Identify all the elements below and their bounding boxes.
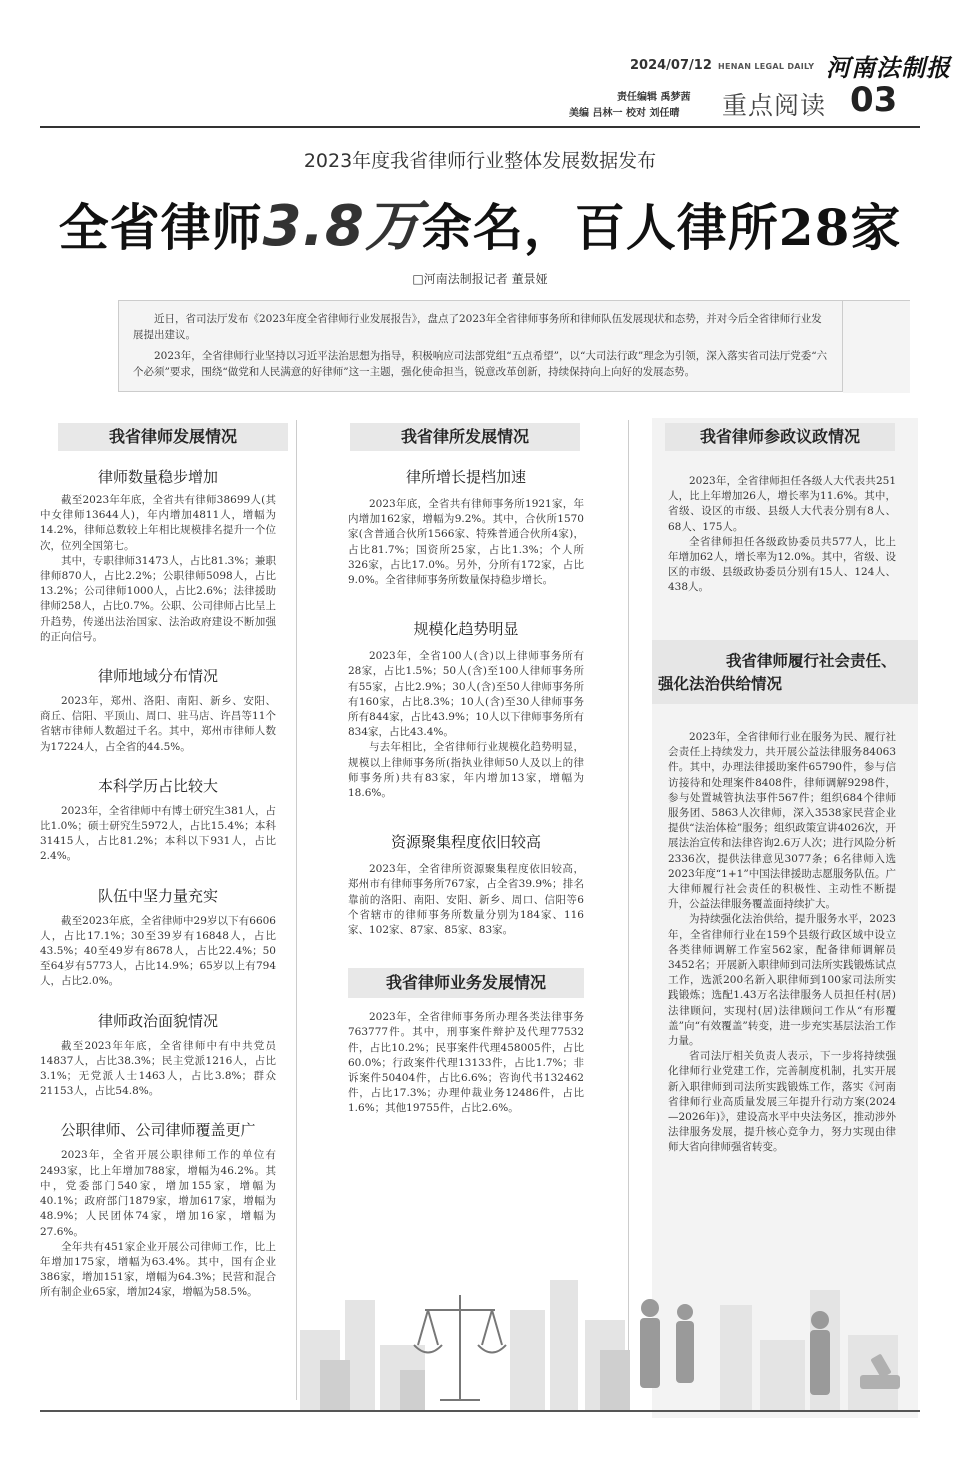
paragraph: 全年共有451家企业开展公司律师工作，比上年增加175家，增幅为63.4%。其中，国有企业386家，增加151家，增幅为64.3%；民营和混合所有制企业65家，增加24家，增幅为58.5%。 [40, 1240, 276, 1299]
paragraph: 2023年，全省律师中有博士研究生381人，占比1.0%；硕士研究生5972人，占比15.4%；本科31415人，占比81.2%；本科以下931人，占比2.4%。 [40, 804, 276, 863]
paragraph: 2023年，郑州、洛阳、南阳、新乡、安阳、商丘、信阳、平顶山、周口、驻马店、许昌等11个省辖市律师人数超过千名。其中，郑州市律师人数为17224人，占全省的44.5%。 [40, 695, 276, 753]
col1-body [40, 462, 276, 1301]
intro-box-extension [843, 300, 910, 393]
headline-number: 3.8万 [262, 194, 422, 259]
column-divider [296, 420, 297, 1400]
scales-icon [414, 1295, 506, 1400]
section-name: 重点阅读 [722, 91, 827, 120]
paragraph: 2023年，全省律师事务所办理各类法律事务763777件。其中，刑事案件辩护及代理77532件，占比10.2%；民事案件代理458005件，占比60.0%；行政案件代理13133件，占比1.7%；非诉案件50404件，占比6.6%；咨询代书132462件，占比17.3%；办理仲裁业务12486件，占比1.6%；其他19755件，占比2.6%。 [348, 1011, 584, 1115]
col3-body-bottom [668, 730, 896, 1156]
col2-business-heading: 我省律师业务发展情况 [348, 968, 584, 998]
paragraph: 2023年，全省100人(含)以上律师事务所有28家，占比1.5%；50人(含)至100人律师事务所有55家，占比2.9%；30人(含)至50人律师事务所有160家，占比8.3%；10人(含)至30人律师事务所有844家，占比43.9%；10人以下律师事务所有834家，占比43.4%。 [348, 650, 584, 739]
section-title: 本科学历占比较大 [97, 776, 218, 795]
section-title: 公职律师、公司律师覆盖更广 [60, 1121, 256, 1140]
intro-paragraph: 2023年，全省律师行业坚持以习近平法治思想为指导，积极响应司法部党组“五点希望”，以“大司法行政”理念为引领，深入落实省司法厅党委“六个必须”要求，围绕“做党和人民满意的好律师”这一主题，强化使命担当，锐意改革创新，持续保持向上向好的发展态势。 [133, 350, 828, 378]
header-rule [40, 126, 920, 128]
paragraph: 2023年，全省律师担任各级人大代表共251人，比上年增加26人，增长率为11.6%。其中，省级、设区的市级、县级人大代表分别有8人、68人、175人。 [668, 475, 896, 533]
section-title: 律师地域分布情况 [97, 667, 218, 686]
paragraph: 全省律师担任各级政协委员共577人，比上年增加62人，增长率为12.0%。其中，省级、设区的市级、县级政协委员分别有15人、124人、438人。 [668, 535, 896, 594]
paragraph: 与去年相比，全省律师行业规模化趋势明显，规模以上律师事务所(指执业律师50人及以上的律师事务所)共有83家，年内增加13家，增幅为18.6%。 [348, 741, 584, 800]
headline-part2: 余名，百人律所28家 [421, 198, 902, 257]
col2-body [348, 462, 584, 1117]
paragraph: 截至2023年底，全省律师中29岁以下有6606人，占比17.1%；30至39岁有16848人，占比43.5%；40至49岁有8678人，占比22.4%；50至64岁有5773人，占比14.9%；65岁以上有794人，占比2.0%。 [40, 914, 276, 988]
issue-date: 2024/07/12 [630, 58, 712, 73]
page-number: 03 [850, 80, 898, 120]
paragraph: 省司法厅相关负责人表示，下一步将持续强化律师行业党建工作，完善制度机制，扎实开展新入职律师到司法所实践锻炼工作，落实《河南省律师行业高质量发展三年提升行动方案(2024—2026年)》，建设高水平中央法务区，推动涉外法律服务发展，提升核心竞争力，努力实现由律师大省向律师强省转变。 [668, 1050, 896, 1154]
article-subtitle: 2023年度我省律师行业整体发展数据发布 [303, 150, 657, 172]
heading-line: 我省律师履行社会责任、 [726, 652, 897, 670]
paragraph: 截至2023年年底，全省共有律师38699人(其中女律师13644人)，年内增加4811人，增幅为14.2%，律师总数较上年相比规模排名提升一个位次，位列全国第七。 [40, 494, 276, 552]
city-justice-illustration [300, 1250, 920, 1410]
section-title: 律师政治面貌情况 [97, 1011, 218, 1030]
paragraph: 为持续强化法治供给，提升服务水平，2023年，全省律师行业在159个县级行政区域中设立各类律师调解工作室562家，配备律师调解员3452名；开展新入职律师到司法所实践锻炼试点工作，选派200名新入职律师到100家司法所实践锻炼；选配1.43万名法律服务人员担任村(居)法律顾问，实现村(居)法律顾问工作从“有形覆盖”向“有效覆盖”转变，进一步充实基层法治工作力量。 [668, 913, 896, 1048]
headline-part1: 全省律师 [58, 198, 263, 257]
bottom-rule [40, 1410, 920, 1412]
paragraph: 2023年，全省律所资源聚集程度依旧较高，郑州市有律师事务所767家，占全省39.9%；排名靠前的洛阳、南阳、安阳、新乡、周口、信阳等6个省辖市的律师事务所数量分别为184家、116家、102家、87家、85家、83家。 [348, 863, 584, 937]
section-title: 资源聚集程度依旧较高 [390, 833, 541, 852]
article-headline [40, 182, 920, 262]
editor-credit: 责任编辑 禹梦茜 [617, 92, 691, 103]
intro-box [118, 300, 843, 392]
col1-heading: 我省律师发展情况 [58, 423, 288, 451]
paragraph: 2023年底，全省共有律师事务所1921家，年内增加162家，增幅为9.2%。其中，合伙所1570家(含普通合伙所1566家、特殊普通合伙所4家)，占比81.7%；国资所25家，占比1.3%；个人所326家，占比17.0%。另外，分所有172家，占比9.0%。全省律师事务所数量保持稳步增长。 [348, 498, 584, 587]
paragraph: 其中，专职律师31473人，占比81.3%；兼职律师870人，占比2.2%；公职律师5098人，占比13.2%；公司律师1000人，占比2.6%；法律援助律师258人，占比0.7%。公职、公司律师占比呈上升趋势，传递出法治国家、法治政府建设不断加强的正向信号。 [40, 554, 276, 643]
newspaper-logo: 河南法制报 [826, 53, 951, 82]
section-title: 队伍中坚力量充实 [97, 886, 218, 905]
paragraph: 2023年，全省开展公职律师工作的单位有2493家，比上年增加788家，增幅为46.2%。其中，党委部门540家，增加155家，增幅为40.1%；政府部门1879家，增加617家，增幅为48.9%；人民团体74家，增加16家，增幅为27.6%。 [40, 1149, 276, 1238]
col3-social-heading [658, 650, 916, 696]
col3-heading: 我省律师参政议政情况 [665, 423, 895, 451]
designer-credit: 美编 吕林一 校对 刘任晴 [569, 108, 680, 119]
intro-paragraph: 近日，省司法厅发布《2023年度全省律师行业发展报告》，盘点了2023年全省律师事务所和律师队伍发展现状和态势，并对今后全省律师行业发展提出建议。 [133, 313, 822, 341]
section-title: 律师数量稳步增加 [97, 468, 218, 486]
byline: □河南法制报记者 董景娅 [412, 272, 548, 286]
section-title: 律所增长提档加速 [405, 468, 526, 486]
heading-line: 强化法治供给情况 [658, 675, 783, 693]
paragraph: 2023年，全省律师行业在服务为民、履行社会责任上持续发力，共开展公益法律服务84063件。其中，办理法律援助案件65790件，参与信访接待和处理案件8408件，律师调解9298件，参与处置城管执法事件567件；组织684个律师服务团、5863人次律师，深入3538家民营企业提供“法治体检”服务；组织政策宣讲4026次，开展法治宣传和法律咨询2.6万人次；进行风险分析2336次，提供法律意见3077条；6名律师入选2023年度“1+1”中国法律援助志愿服务队伍。广大律师履行社会责任的积极性、主动性不断提升，公益法律服务覆盖面持续扩大。 [668, 731, 896, 911]
paragraph: 截至2023年年底，全省律师中有中共党员14837人，占比38.3%；民主党派1216人，占比3.1%；无党派人士1463人，占比3.8%；群众21153人，占比54.8%。 [40, 1039, 276, 1098]
col2-heading: 我省律所发展情况 [350, 423, 580, 451]
newspaper-english-name: HENAN LEGAL DAILY [718, 62, 815, 71]
section-title: 规模化趋势明显 [413, 620, 519, 639]
col3-body-top [668, 474, 896, 596]
